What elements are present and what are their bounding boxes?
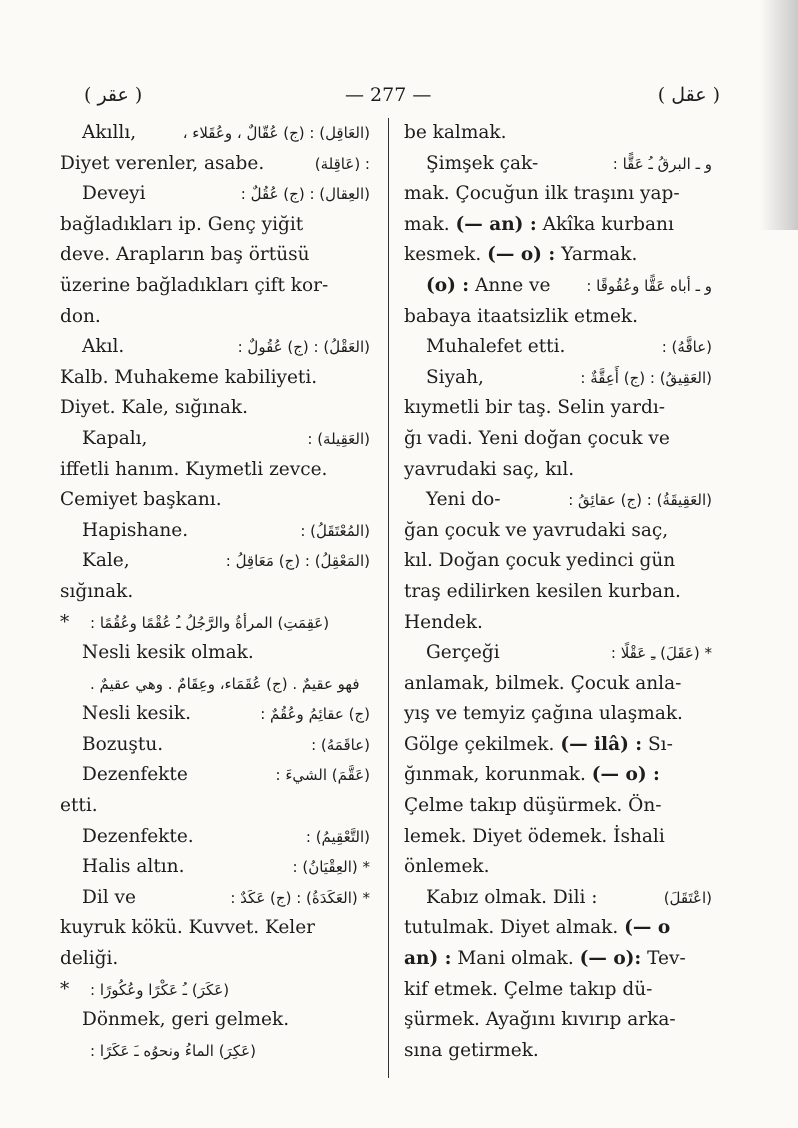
header-left-entry: ( عقر ) [84,84,143,106]
turkish-text: sına getirmek. [404,1039,539,1061]
text-line [404,883,712,914]
turkish-text: etti. [60,795,98,817]
text-line [60,271,370,302]
text-line [404,638,712,669]
text-line [60,822,370,853]
turkish-text: Nesli kesik olmak. [82,642,254,664]
turkish-text: Kapalı, [82,427,148,449]
text-line [60,699,370,730]
text-line [60,608,370,639]
page-header [60,84,730,114]
text-line [404,240,712,271]
page-number: — 277 — [345,84,432,106]
text-line [60,638,370,669]
turkish-text: kıl. Doğan çocuk yedinci gün [404,550,676,572]
turkish-text: ğan çocuk ve yavrudaki saç, [404,519,669,541]
arabic-headword: (التَّعْقِيمُ) : [305,827,370,846]
scan-shadow [760,0,798,230]
turkish-text: Şimşek çak- [426,152,539,174]
turkish-text: sığınak. [60,580,134,602]
arabic-headword: (العَقِيقُ) : (ج) أَعِقَّةٌ : [580,368,712,387]
text-line [404,791,712,822]
turkish-text: don. [60,305,101,327]
text-line [404,913,712,944]
turkish-text: Dezenfekte. [82,825,194,847]
text-line [404,332,712,363]
turkish-text: be kalmak. [404,122,507,143]
text-line [60,302,370,333]
turkish-text: mak. (— an) : Akîka kurbanı [404,213,674,235]
arabic-headword: (عَقَّمَ) الشيءَ : [275,766,370,785]
text-line [404,975,712,1006]
turkish-text: Kalb. Muhakeme kabiliyeti. [60,366,318,388]
text-line [60,546,370,577]
turkish-text: lemek. Diyet ödemek. İshali [404,825,665,847]
turkish-text: şürmek. Ayağını kıvırıp arka- [404,1009,676,1031]
arabic-headword: (العَقْلُ) : (ج) عُقُولٌ : [237,338,370,357]
arabic-headword: * (العِقْيَانُ) : [292,858,370,877]
turkish-text: Cemiyet başkanı. [60,489,222,511]
turkish-text: Diyet verenler, asabe. [60,152,265,174]
turkish-text: Dönmek, geri gelmek. [82,1009,290,1031]
turkish-text: kif etmek. Çelme takıp dü- [404,978,653,1000]
text-line [60,179,370,210]
text-line [404,608,712,639]
text-line [404,485,712,516]
left-column [60,118,370,1066]
text-line [60,913,370,944]
turkish-text: kuyruk kökü. Kuvvet. Keler [60,917,316,939]
turkish-text: * [60,978,70,1000]
text-line [404,516,712,547]
arabic-headword: (العَاقِل) : (ج) عُقّالٌ ، وعُقَلاء ، [182,124,370,142]
text-line [60,516,370,547]
arabic-headword: : (عَاقِلة) [314,154,370,173]
text-line [60,118,370,149]
text-line [60,944,370,975]
turkish-text: yavrudaki saç, kıl. [404,458,575,480]
text-line [60,852,370,883]
text-line [404,944,712,975]
text-line [404,455,712,486]
turkish-text: Hendek. [404,611,483,633]
turkish-text: kıymetli bir taş. Selin yardı- [404,397,666,419]
text-line [60,669,370,700]
text-line [404,424,712,455]
arabic-headword: (عَقِمَتِ) المرأةُ والرَّجُلُ ـُ عُقْمًا وعُقُمًا : [90,613,330,632]
turkish-text: Nesli kesik. [82,703,192,725]
turkish-text: iffetli hanım. Kıymetli zevce. [60,458,328,480]
arabic-headword: و ـ أباه عَقًّا وعُقُوقًا : [586,276,712,295]
text-line [404,179,712,210]
arabic-headword: (المَعْقِلُ) : (ج) مَعَاقِلُ : [225,552,370,571]
text-line [404,822,712,853]
text-line [60,760,370,791]
text-line [60,240,370,271]
text-line [404,1036,712,1067]
turkish-text: Gölge çekilmek. (— ilâ) : Sı- [404,733,673,755]
text-line [60,424,370,455]
turkish-text: Siyah, [426,366,484,388]
right-column [404,118,712,1066]
text-line [60,1036,370,1067]
turkish-text: Yeni do- [426,489,501,511]
text-line [60,791,370,822]
text-line [60,883,370,914]
turkish-text: anlamak, bilmek. Çocuk anla- [404,672,682,694]
arabic-headword: * (العَكَدَةُ) : (ج) عَكَدٌ : [230,888,370,907]
text-line [60,332,370,363]
turkish-text: Muhalefet etti. [426,336,566,358]
text-line [60,1005,370,1036]
turkish-text: üzerine bağladıkları çift kor- [60,274,329,296]
turkish-text: Dezenfekte [82,764,188,786]
column-divider [388,118,389,1078]
turkish-text: Diyet. Kale, sığınak. [60,397,249,419]
turkish-text: deve. Arapların baş örtüsü [60,244,310,266]
turkish-text: * [60,611,70,633]
text-line [404,669,712,700]
turkish-text: Kale, [82,550,130,572]
text-line [404,1005,712,1036]
arabic-headword: (ج) عقائِمُ وعُقُمٌ : [260,705,370,724]
header-right-entry: ( عقل ) [657,84,720,106]
arabic-headword: (العَقِيلة) : [307,429,370,448]
text-line [60,730,370,761]
text-line [60,363,370,394]
text-line [60,455,370,486]
arabic-headword: فهو عقيمٌ . (ج) عُقَمَاء، وعِقَامٌ . وهي عقيمٌ . [90,674,360,693]
arabic-headword: (اعْتَقَلَ) [663,888,712,907]
turkish-text: Deveyi [82,183,146,205]
text-line [60,975,370,1006]
text-line [404,393,712,424]
turkish-text: traş edilirken kesilen kurban. [404,580,681,602]
text-line [404,730,712,761]
text-line [60,577,370,608]
text-line [404,577,712,608]
turkish-text: bağladıkları ip. Genç yiğit [60,213,304,235]
turkish-text: yış ve temyiz çağına ulaşmak. [404,703,683,725]
arabic-headword: (المُعْتَقَلُ) : [300,521,370,540]
arabic-headword: * (عَقَلَ) ـِ عَقْلًا : [610,644,712,663]
turkish-text: ğı vadi. Yeni doğan çocuk ve [404,427,670,449]
text-line [404,852,712,883]
turkish-text: Akıllı, [82,122,137,143]
text-line [60,149,370,180]
text-line [404,363,712,394]
turkish-text: an) : Mani olmak. (— o): Tev- [404,948,686,970]
text-line [404,302,712,333]
arabic-headword: (عاقَمَهُ) : [311,735,370,754]
text-line [60,210,370,241]
turkish-text: kesmek. (— o) : Yarmak. [404,244,638,266]
turkish-text: Halis altın. [82,856,185,878]
turkish-text: ğınmak, korunmak. (— o) : [404,764,660,786]
turkish-text: Bozuştu. [82,733,164,755]
turkish-text: önlemek. [404,856,490,878]
text-line [404,271,712,302]
turkish-text: Dil ve [82,886,136,908]
turkish-text: mak. Çocuğun ilk traşını yap- [404,183,680,205]
text-line [404,760,712,791]
turkish-text: Hapishane. [82,519,189,541]
arabic-headword: و ـ البرقُ ـُ عَقًّا : [612,154,712,173]
arabic-headword: (عَكَرَ) ـُ عَكْرًا وعُكُورًا : [90,980,230,999]
text-line [60,485,370,516]
text-line [404,546,712,577]
turkish-text: deliği. [60,948,119,970]
turkish-text: Akıl. [82,336,125,358]
arabic-headword: (العِقال) : (ج) عُقُلٌ : [240,185,370,204]
arabic-headword: (عاقَّهُ) : [661,338,712,357]
text-line [60,393,370,424]
turkish-text: tutulmak. Diyet almak. (— o [404,917,671,939]
turkish-text: Gerçeği [426,642,500,664]
turkish-text: Kabız olmak. Dili : [426,886,598,908]
text-line [404,149,712,180]
arabic-headword: (عَكِرَ) الماءُ ونحوُه ـَ عَكَرًا : [90,1041,256,1060]
text-line [404,118,712,149]
arabic-headword: (العَقِيقَةُ) : (ج) عقائِقُ : [568,491,712,510]
turkish-text: Çelme takıp düşürmek. Ön- [404,795,662,817]
turkish-text: (o) : Anne ve [426,274,551,296]
turkish-text: babaya itaatsizlik etmek. [404,305,638,327]
text-line [404,699,712,730]
text-line [404,210,712,241]
